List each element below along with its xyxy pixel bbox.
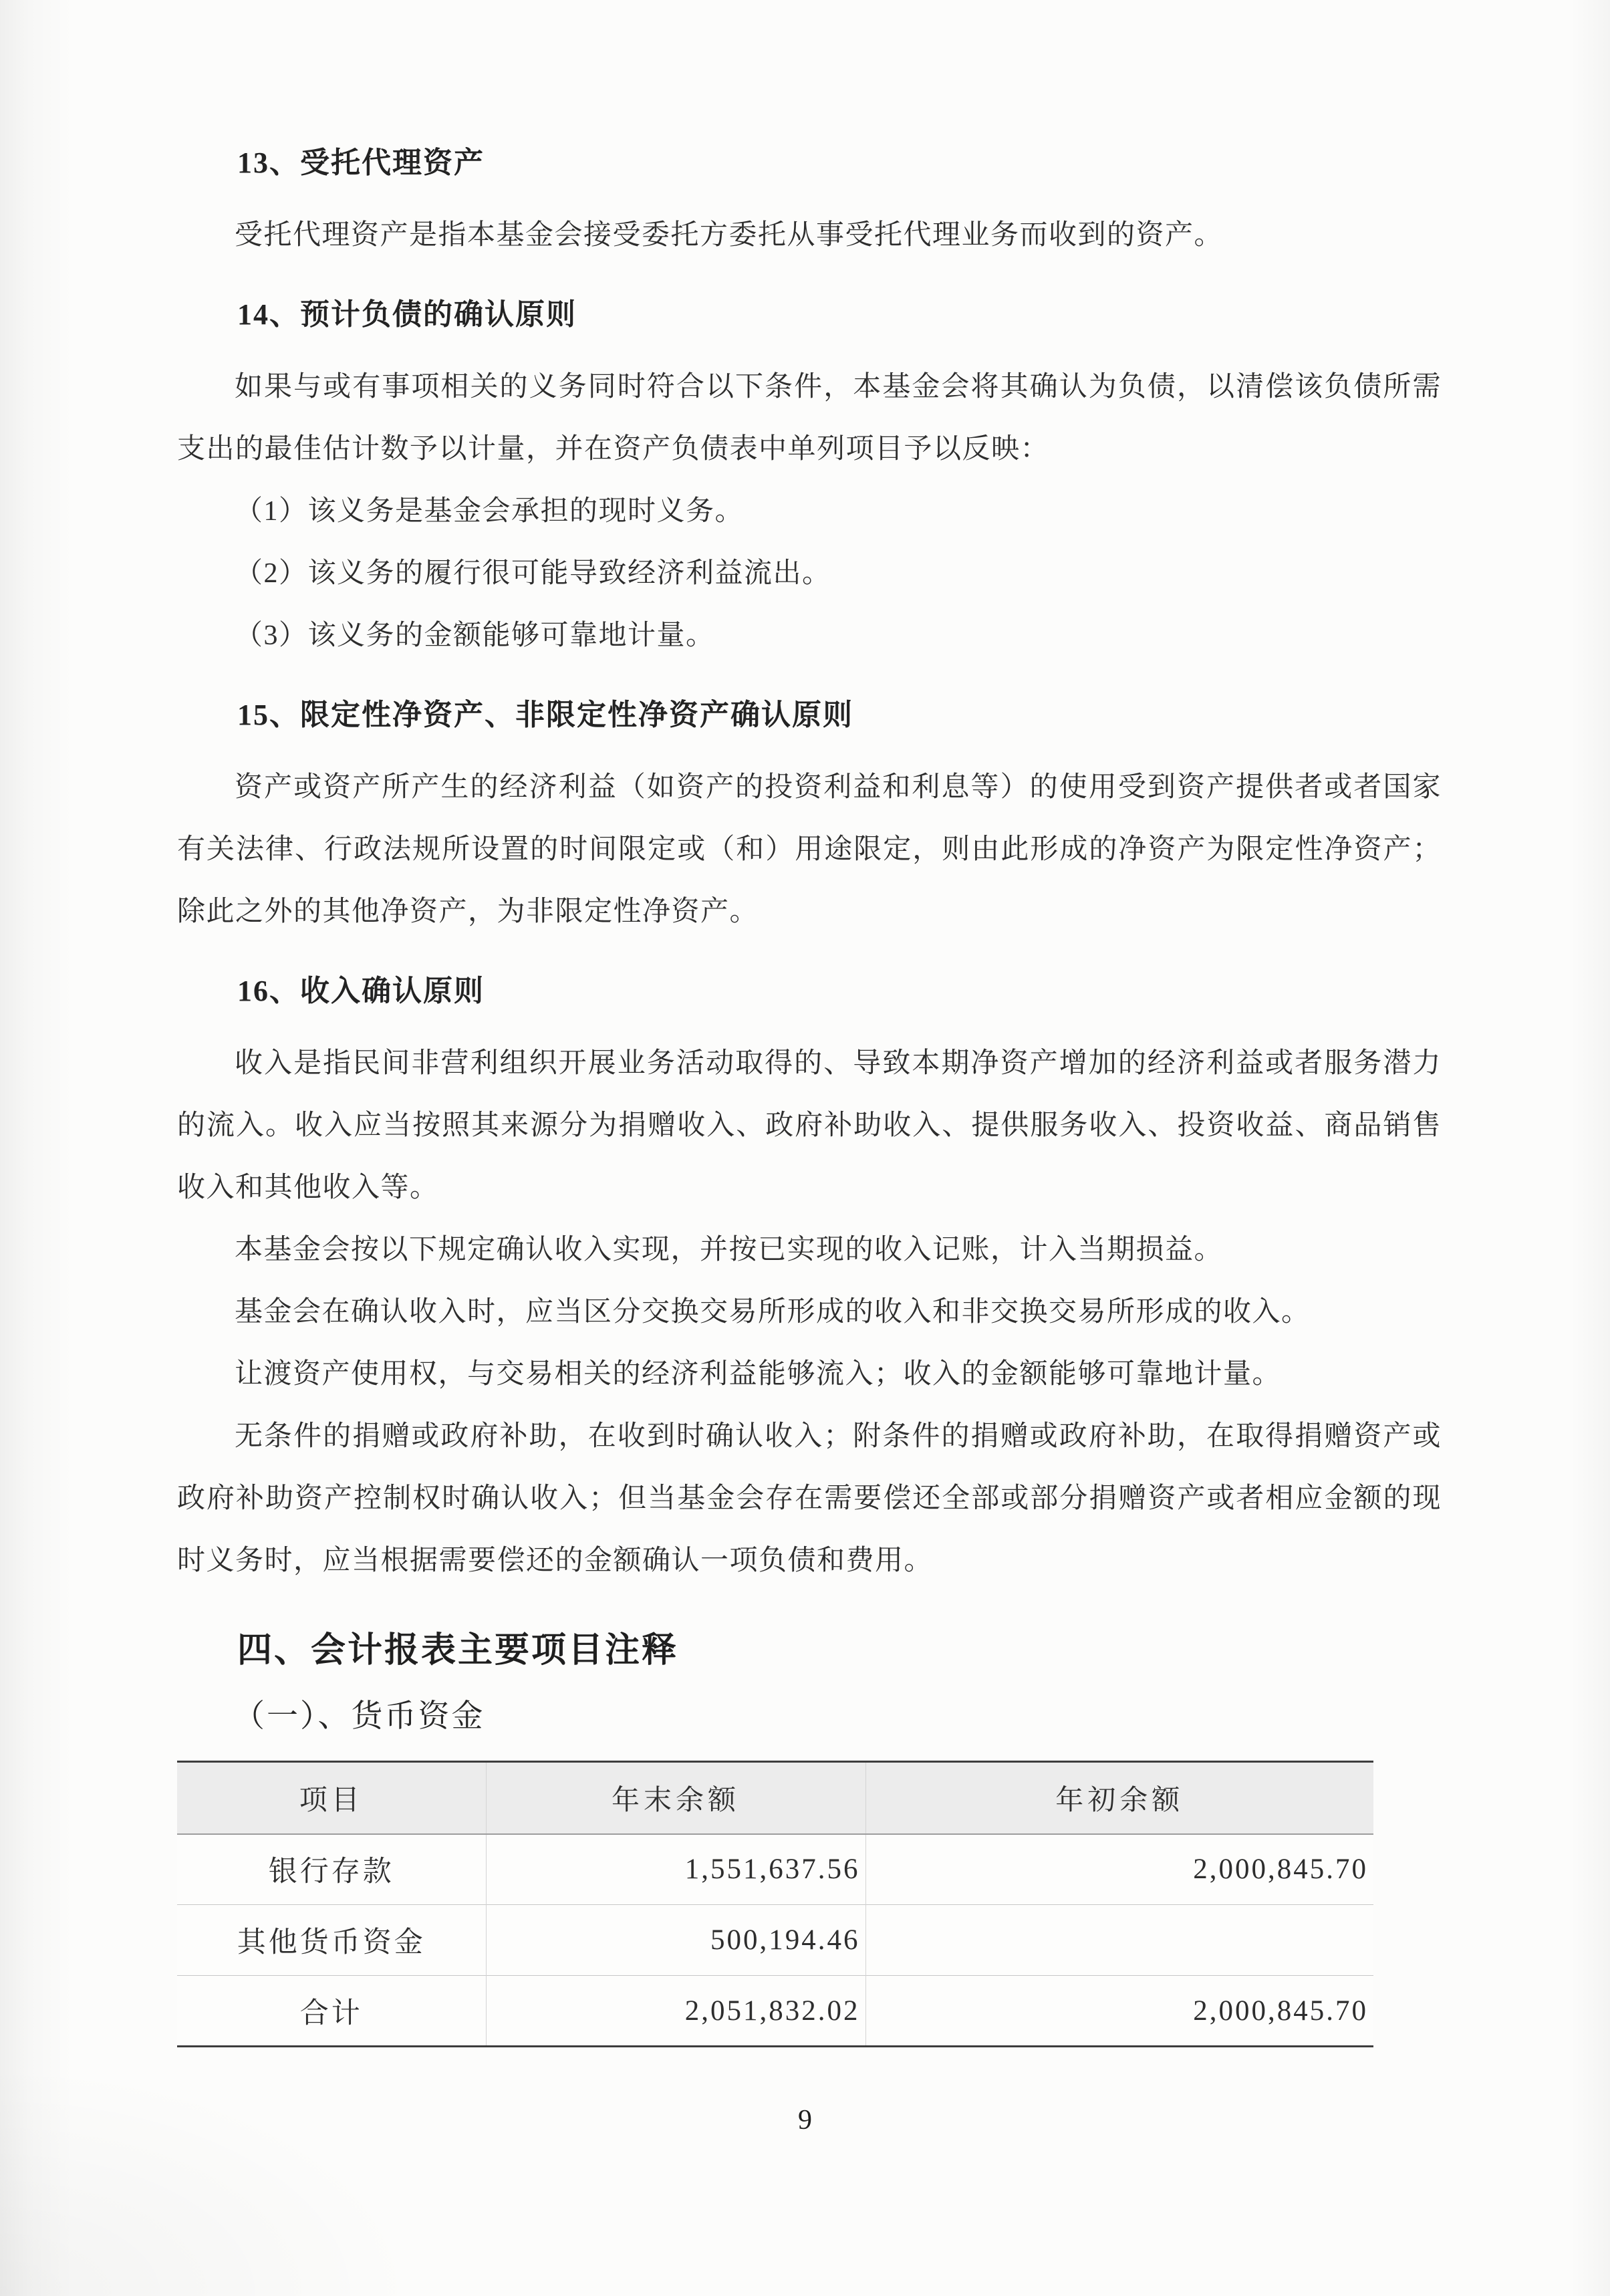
table-row-total: [177, 1976, 1373, 2047]
table-row-bank-deposits: [177, 1834, 1373, 1905]
section-heading-13: 13、受托代理资产: [237, 146, 485, 179]
section-16-paragraph-3: 基金会在确认收入时，应当区分交换交易所形成的收入和非交换交易所形成的收入。: [235, 1297, 1311, 1327]
sub-heading-monetary-funds: （一）、货币资金: [233, 1699, 485, 1734]
section-heading-15: 15、限定性净资产、非限定性净资产确认原则: [237, 698, 853, 731]
table-header-year-end-balance: 年末余额: [486, 1762, 865, 1834]
year-start-value: 2,000,845.70: [865, 1834, 1373, 1905]
table-row-other-monetary-funds: [177, 1905, 1373, 1976]
row-label: 合计: [177, 1976, 486, 2047]
year-start-value: 2,000,845.70: [865, 1976, 1373, 2047]
section-heading-16: 16、收入确认原则: [237, 975, 485, 1007]
table-header-year-start-balance: 年初余额: [865, 1762, 1373, 1834]
section-14-item-2: （2）该义务的履行很可能导致经济利益流出。: [235, 558, 831, 589]
section-16-paragraph-2: 本基金会按以下规定确认收入实现，并按已实现的收入记账，计入当期损益。: [235, 1235, 1224, 1265]
major-heading-notes: 四、会计报表主要项目注释: [237, 1632, 679, 1670]
table-header-row: [177, 1762, 1373, 1834]
section-heading-14: 14、预计负债的确认原则: [237, 298, 577, 331]
table-header-item: 项目: [177, 1762, 486, 1834]
year-start-value: [865, 1905, 1373, 1976]
section-16-paragraph-4: 让渡资产使用权，与交易相关的经济利益能够流入；收入的金额能够可靠地计量。: [235, 1359, 1282, 1390]
section-14-item-1: （1）该义务是基金会承担的现时义务。: [235, 496, 745, 527]
year-end-value: 1,551,637.56: [486, 1834, 865, 1905]
section-14-item-3: （3）该义务的金额能够可靠地计量。: [235, 620, 715, 651]
year-end-value: 2,051,832.02: [486, 1976, 865, 2047]
page-content: [177, 142, 1442, 2047]
row-label: 其他货币资金: [177, 1905, 486, 1976]
section-15-paragraph: 资产或资产所产生的经济利益（如资产的投资利益和利息等）的使用受到资产提供者或者国家有关法律、行政法规所设置的时间限定或（和）用途限定，则由此形成的净资产为限定性净资产；除此之外的其他净资产，为非限定性净资产。: [177, 772, 1442, 927]
year-end-value: 500,194.46: [486, 1905, 865, 1976]
section-16-paragraph-5: 无条件的捐赠或政府补助，在收到时确认收入；附条件的捐赠或政府补助，在取得捐赠资产或政府补助资产控制权时确认收入；但当基金会存在需要偿还全部或部分捐赠资产或者相应金额的现时义务时，应当根据需要偿还的金额确认一项负债和费用。: [177, 1421, 1442, 1576]
monetary-funds-table: [177, 1761, 1373, 2047]
section-16-paragraph-1: 收入是指民间非营利组织开展业务活动取得的、导致本期净资产增加的经济利益或者服务潜力的流入。收入应当按照其来源分为捐赠收入、政府补助收入、提供服务收入、投资收益、商品销售收入和其他收入等。: [177, 1048, 1442, 1203]
row-label: 银行存款: [177, 1834, 486, 1905]
section-14-paragraph: 如果与或有事项相关的义务同时符合以下条件，本基金会将其确认为负债，以清偿该负债所需支出的最佳估计数予以计量，并在资产负债表中单列项目予以反映：: [177, 372, 1442, 465]
page-number: 9: [798, 2105, 812, 2136]
section-13-paragraph: 受托代理资产是指本基金会接受委托方委托从事受托代理业务而收到的资产。: [235, 220, 1224, 251]
